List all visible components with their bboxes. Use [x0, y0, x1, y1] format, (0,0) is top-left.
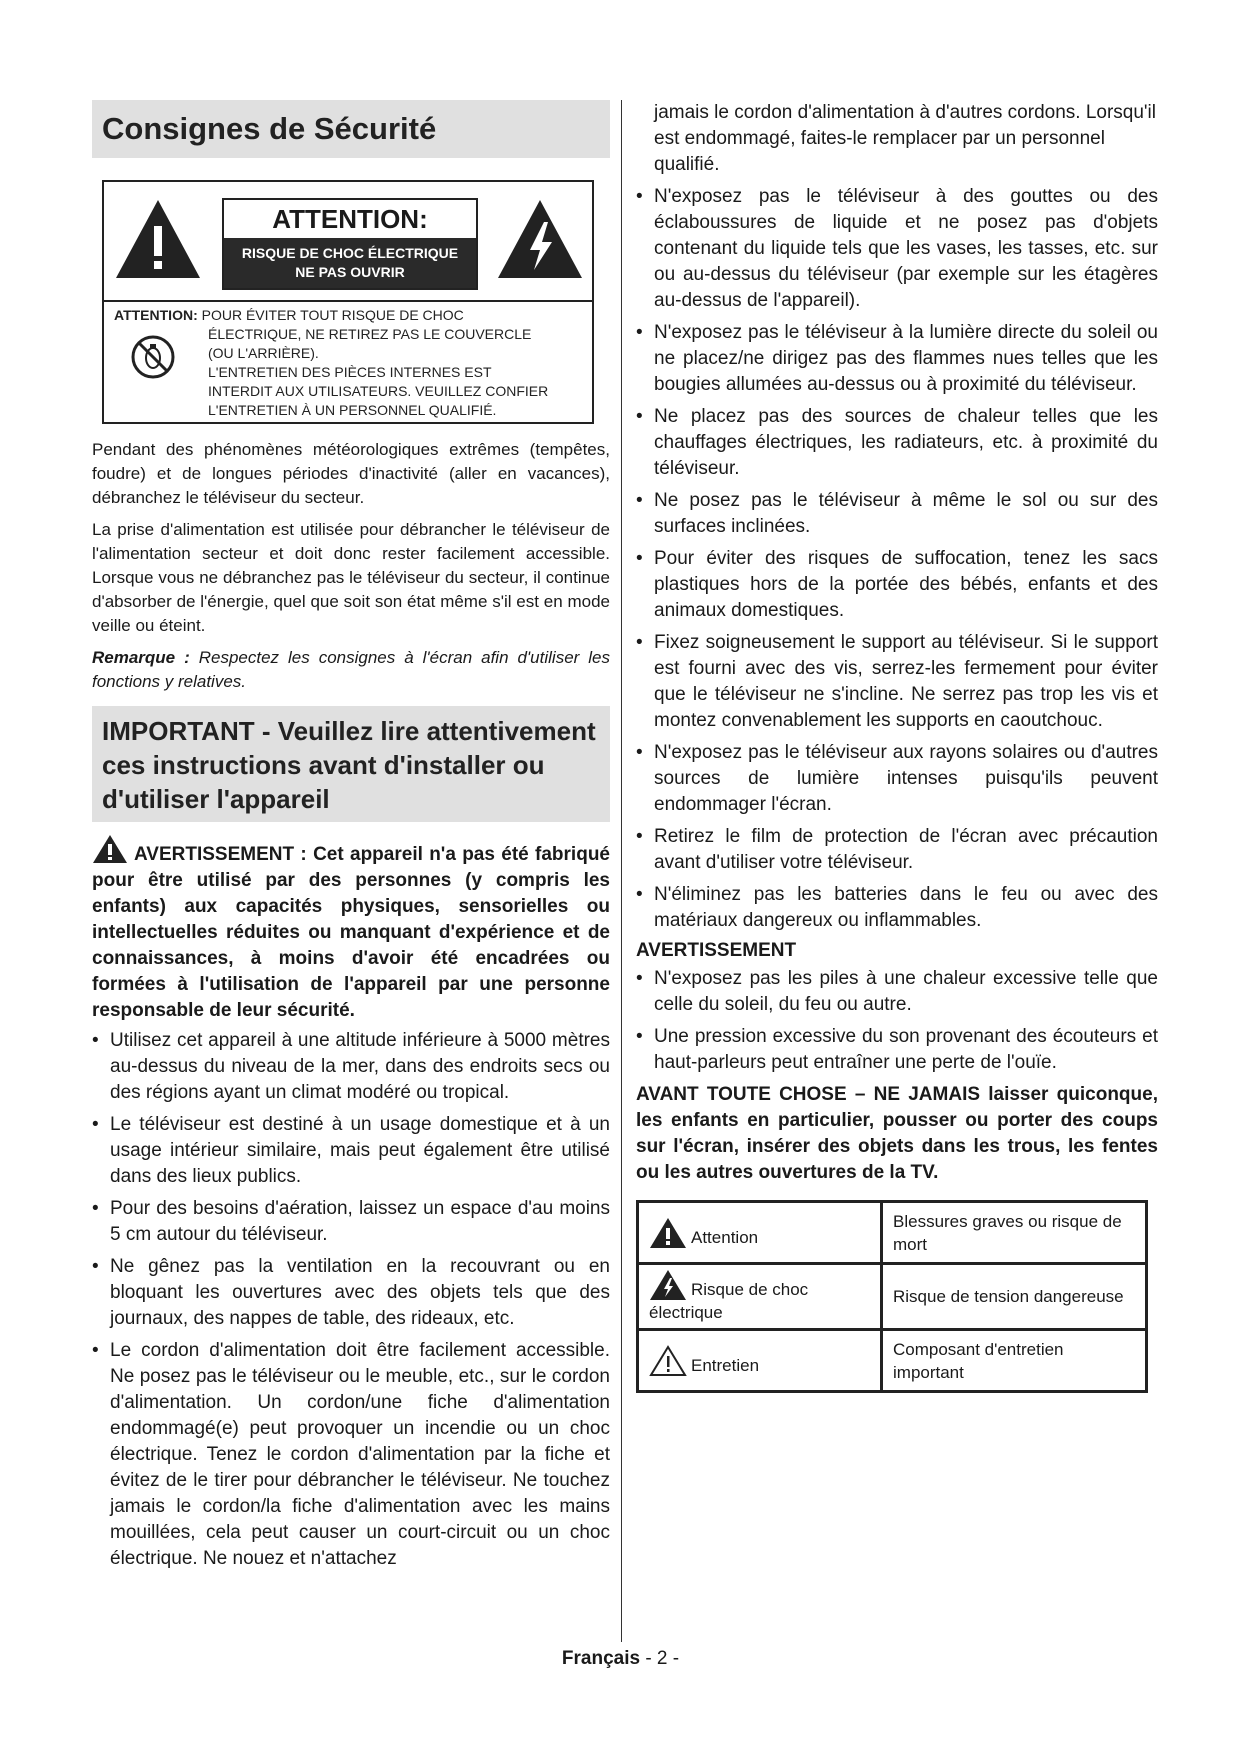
shock-risk-label	[224, 238, 476, 288]
avertissement-text: AVERTISSEMENT : Cet appareil n'a pas été fabriqué pour être utilisé par des personnes (y compris les enfants) aux capacités physiques, sensorielles ou intellectuelles réduites ou manquant d'expérience et de connaissances, à moins d'avoir été encadrées ou formées à l'utilisation de l'appareil par une personne responsable de leur sécurité.	[92, 844, 610, 1021]
exclamation-triangle-icon	[114, 198, 202, 280]
warning-line6: L'ENTRETIEN À UN PERSONNEL QUALIFIÉ.	[208, 402, 497, 418]
weather-paragraph: Pendant des phénomènes météorologiques extrêmes (tempêtes, foudre) et de longues périodes d'inactivité (aller en vacances), débranchez le téléviseur du secteur.	[92, 440, 610, 507]
column-divider	[621, 100, 622, 1642]
warning-label-box	[102, 180, 594, 424]
legend-label: Risque de choc électrique	[649, 1280, 809, 1322]
legend-desc-cell: Composant d'entretien important	[882, 1330, 1147, 1392]
list-item: • Le téléviseur est destiné à un usage domestique et à un usage intérieur similaire, mais peut également être utilisé dans des lieux publics.	[92, 1112, 610, 1190]
right-bullet-list	[636, 184, 1158, 934]
remark-paragraph	[92, 646, 610, 694]
right-column	[636, 100, 1158, 1393]
legend-desc-cell: Blessures graves ou risque de mort	[882, 1202, 1147, 1264]
warning-bullet-list	[636, 966, 1158, 1076]
important-heading: IMPORTANT - Veuillez lire attentivement ces instructions avant d'installer ou d'utiliser l'appareil	[92, 706, 610, 822]
avant-toute-chose-paragraph: AVANT TOUTE CHOSE – NE JAMAIS laisser quiconque, les enfants en particulier, pousser ou porter des coups sur l'écran, insérer des objets dans les trous, les fentes ou les autres ouvertures de la TV.	[636, 1084, 1158, 1183]
legend-label: Attention	[691, 1227, 759, 1247]
warning-label-text	[114, 306, 586, 420]
cord-continuation: jamais le cordon d'alimentation à d'autres cordons. Lorsqu'il est endommagé, faites-le remplacer par un personnel qualifié.	[654, 102, 1156, 175]
table-row	[638, 1330, 1147, 1392]
warning-label-top	[104, 182, 592, 302]
remark-label: Remarque :	[92, 648, 190, 667]
list-item: • Une pression excessive du son provenant des écouteurs et haut-parleurs peut entraîner une perte de l'ouïe.	[636, 1024, 1158, 1076]
list-item: • Pour des besoins d'aération, laissez un espace d'au moins 5 cm autour du téléviseur.	[92, 1196, 610, 1248]
list-item: • Retirez le film de protection de l'écran avec précaution avant d'utiliser votre téléviseur.	[636, 824, 1158, 876]
warning-triangle-icon	[649, 1217, 687, 1249]
list-item: • Pour éviter des risques de suffocation, tenez les sacs plastiques hors de la portée des bébés, enfants et des animaux domestiques.	[636, 546, 1158, 624]
outline-warning-triangle-icon	[649, 1345, 687, 1377]
remark-text: Respectez les consignes à l'écran afin d'utiliser les fonctions y relatives.	[92, 648, 610, 691]
list-item: • Ne gênez pas la ventilation en la recouvrant ou en bloquant les ouvertures avec des objets tels que des journaux, des nappes de table, des rideaux, etc.	[92, 1254, 610, 1332]
list-item: • N'éliminez pas les batteries dans le feu ou avec des matériaux dangereux ou inflammables.	[636, 882, 1158, 934]
warning-triangle-icon	[92, 834, 128, 864]
symbol-legend-table	[636, 1200, 1148, 1393]
warning-line4: L'ENTRETIEN DES PIÈCES INTERNES EST	[208, 364, 492, 380]
legend-label-cell	[638, 1330, 882, 1392]
page-title: Consignes de Sécurité	[92, 100, 610, 158]
legend-label-cell	[638, 1202, 882, 1264]
list-item: • Utilisez cet appareil à une altitude inférieure à 5000 mètres au-dessus du niveau de la mer, dans des endroits secs ou des régions ayant un climat modéré ou tropical.	[92, 1028, 610, 1106]
warning-line3: (OU L'ARRIÈRE).	[208, 345, 319, 361]
attention-heading: ATTENTION:	[272, 203, 428, 234]
legend-label-cell	[638, 1264, 882, 1330]
warning-line2: ÉLECTRIQUE, NE RETIREZ PAS LE COUVERCLE	[208, 326, 532, 342]
table-row	[638, 1264, 1147, 1330]
attention-box	[222, 198, 478, 290]
legend-desc-cell: Risque de tension dangereuse	[882, 1264, 1147, 1330]
warning-line5: INTERDIT AUX UTILISATEURS. VEUILLEZ CONFIER	[208, 383, 549, 399]
lightning-triangle-icon	[496, 198, 584, 280]
avertissement-paragraph	[92, 834, 610, 1024]
do-not-open-icon	[130, 334, 176, 380]
list-item: • Le cordon d'alimentation doit être facilement accessible. Ne posez pas le téléviseur ou le meuble, etc., sur le cordon d'alimentation. Un cordon/une fiche d'alimentation endommagé(e) peut provoquer un incendie ou un choc électrique. Tenez le cordon d'alimentation par la fiche et évitez de le tirer pour débrancher le téléviseur. Ne touchez jamais le cordon/la fiche d'alimentation avec les mains mouillées, cela peut causer un court-circuit ou un choc électrique. Ne nouez et n'attachez	[92, 1338, 610, 1572]
table-row	[638, 1202, 1147, 1264]
warning-lead: ATTENTION:	[114, 307, 198, 323]
footer-language: Français	[561, 1648, 641, 1669]
left-bullet-list	[92, 1028, 610, 1572]
legend-label: Entretien	[691, 1355, 760, 1375]
left-column	[92, 100, 610, 1578]
list-item: • N'exposez pas le téléviseur à la lumière directe du soleil ou ne placez/ne dirigez pas des flammes nues telles que les bougies allumées au-dessus ou à proximité du téléviseur.	[636, 320, 1158, 398]
shock-risk-line1: RISQUE DE CHOC ÉLECTRIQUE	[241, 245, 459, 261]
list-item: • Ne placez pas des sources de chaleur telles que les chauffages électriques, les radiateurs, etc. à proximité du téléviseur.	[636, 404, 1158, 482]
page-footer	[0, 1648, 1241, 1670]
lightning-triangle-icon	[649, 1269, 687, 1301]
page-number: - 2 -	[645, 1648, 680, 1669]
list-item: • N'exposez pas le téléviseur aux rayons solaires ou d'autres sources de lumière intenses puisqu'ils peuvent endommager l'écran.	[636, 740, 1158, 818]
list-item: • Ne posez pas le téléviseur à même le sol ou sur des surfaces inclinées.	[636, 488, 1158, 540]
list-item: • N'exposez pas les piles à une chaleur excessive telle que celle du soleil, du feu ou autre.	[636, 966, 1158, 1018]
list-item: • Fixez soigneusement le support au téléviseur. Si le support est fourni avec des vis, serrez-les fermement pour éviter que le téléviseur ne s'incline. Ne serrez pas trop les vis et montez convenablement les supports en caoutchouc.	[636, 630, 1158, 734]
list-item: • N'exposez pas le téléviseur à des gouttes ou des éclaboussures de liquide et ne posez pas d'objets contenant du liquide tels que les vases, les tasses, etc. sur ou au-dessus du téléviseur (par exemple sur les étagères au-dessus de l'appareil).	[636, 184, 1158, 314]
power-plug-paragraph: La prise d'alimentation est utilisée pour débrancher le téléviseur de l'alimentation secteur et doit donc rester facilement accessible. Lorsque vous ne débranchez pas le téléviseur du secteur, il continue d'absorber de l'énergie, quel que soit son état même s'il est en mode veille ou éteint.	[92, 520, 610, 635]
shock-risk-line2: NE PAS OUVRIR	[295, 264, 405, 280]
warning-line1: POUR ÉVITER TOUT RISQUE DE CHOC	[201, 307, 464, 323]
avertissement-heading: AVERTISSEMENT	[636, 940, 797, 961]
